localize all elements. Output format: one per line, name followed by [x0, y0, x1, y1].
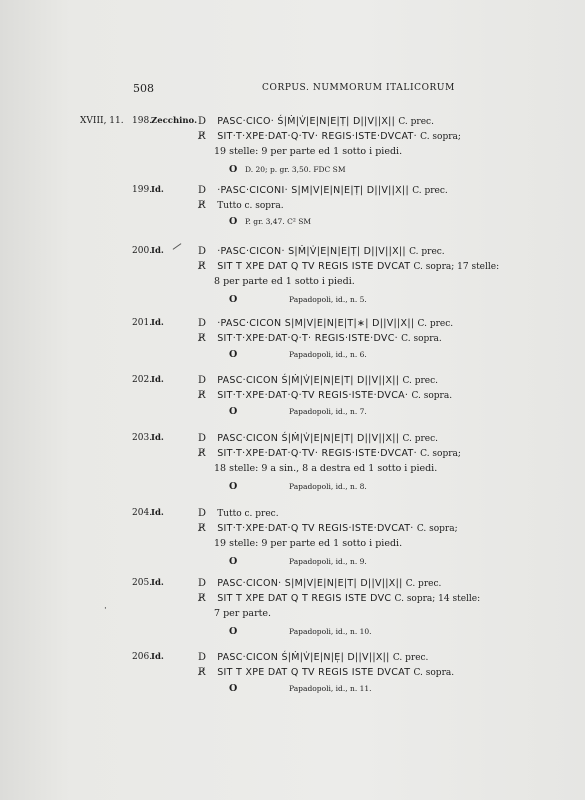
- obverse-note: C. prec.: [412, 186, 448, 196]
- obverse-legend: PASC·CICO· Ś|Ṁ|V̇|E|N|E|Ṭ| D||V||X||: [217, 116, 396, 127]
- reverse-siglum: R̸: [198, 390, 206, 401]
- running-title: CORPUS. NUMMORUM ITALICORUM: [262, 83, 455, 93]
- obverse-legend: PASC·CICON Ś|Ṁ|V̇|E|N|E|T| D||V||X||: [217, 433, 400, 444]
- obverse-legend: PASC·CICON· S|M|V|E|N|E|T| D||V||X||: [217, 578, 403, 589]
- bibliographic-reference: Papadopoli, id., n. 9.: [289, 557, 367, 566]
- obverse-line: [198, 318, 453, 329]
- reverse-line: [198, 667, 454, 678]
- reverse-siglum: R̸: [198, 333, 206, 344]
- bibliographic-reference: Papadopoli, id., n. 8.: [289, 482, 367, 491]
- denomination: Id.: [151, 578, 164, 588]
- reverse-siglum: R̸: [198, 523, 206, 534]
- rarity-mark: O: [229, 294, 238, 305]
- page-number: 508: [133, 82, 154, 95]
- denomination: Id.: [151, 375, 164, 385]
- obverse-siglum: D: [198, 375, 207, 386]
- entry-number: 203.: [132, 433, 153, 443]
- page-header: [0, 82, 585, 98]
- reverse-siglum: R̸: [198, 667, 206, 678]
- pencil-tick: [173, 243, 182, 250]
- denomination: Id.: [151, 652, 164, 662]
- obverse-legend: ·PASC·CICONI· S|M|V|E|N|E|Ṭ| D||V||X||: [217, 185, 409, 196]
- description-continuation: 19 stelle: 9 per parte ed 1 sotto i piedi.: [214, 538, 403, 549]
- reverse-legend: SIT·T·XPE·DAT·Q·TV REGIS·ISTE·DVCA·: [217, 390, 409, 401]
- description-continuation: 8 per parte ed 1 sotto i piedi.: [214, 276, 355, 287]
- reverse-siglum: R̸: [198, 593, 206, 604]
- obverse-line: [198, 246, 445, 257]
- obverse-siglum: D: [198, 185, 207, 196]
- bibliographic-reference: Papadopoli, id., n. 11.: [289, 684, 372, 693]
- reverse-legend: SIT T XPE DAT Q T REGIS ISTE DVC: [217, 593, 392, 604]
- rarity-mark: O: [229, 164, 238, 175]
- reverse-note: C. sopra.: [413, 668, 455, 678]
- bibliographic-reference: Papadopoli, id., n. 7.: [289, 407, 367, 416]
- bibliographic-reference: Papadopoli, id., n. 10.: [289, 627, 372, 636]
- denomination: Id.: [151, 318, 164, 328]
- reverse-note: C. sopra;: [416, 524, 458, 534]
- denomination: Id.: [151, 246, 164, 256]
- obverse-line: [198, 578, 441, 589]
- entry-number: 198.: [132, 116, 153, 126]
- reverse-note: C. sopra; 17 stelle:: [413, 262, 500, 272]
- obverse-note: C. prec.: [405, 579, 442, 589]
- reverse-legend: SIT T XPE DAT Q TV REGIS ISTE DVCAT: [217, 667, 411, 678]
- rarity-mark: O: [229, 406, 238, 417]
- obverse-legend: PASC·CICON Ś|Ṁ|V̇|E|N|E|T| D||V||X||: [217, 375, 400, 386]
- reverse-note: C. sopra; 14 stelle:: [394, 594, 481, 604]
- obverse-legend: PASC·CICON Ś|Ṁ|V̇|E|N|E̩| D||V||X||: [217, 652, 390, 663]
- reverse-line: [198, 200, 284, 211]
- denomination: Id.: [151, 185, 164, 195]
- obverse-note: C. prec.: [409, 247, 445, 257]
- description-continuation: 7 per parte.: [214, 608, 272, 619]
- obverse-siglum: D: [198, 508, 207, 519]
- obverse-line: [198, 652, 428, 663]
- obverse-note: C. prec.: [402, 434, 439, 444]
- obverse-legend: ·PASC·CICON· S|Ṁ|V̇|E|N|E|Ṭ| D||V||X||: [217, 246, 406, 257]
- rarity-mark: O: [229, 481, 238, 492]
- reverse-line: [198, 523, 458, 534]
- entry-number: 200.: [132, 246, 153, 256]
- description-continuation: 19 stelle: 9 per parte ed 1 sotto i piedi.: [214, 146, 403, 157]
- reverse-legend: SIT·T·XPE·DAT·Q·TV· REGIS·ISTE·DVCAT·: [217, 448, 417, 459]
- reverse-line: [198, 261, 499, 272]
- obverse-legend: ·PASC·CICON S|M|V|E|N|E|T|∗| D||V||X||: [217, 318, 415, 329]
- obverse-line: [198, 116, 434, 127]
- reverse-note: Tutto c. sopra.: [217, 201, 284, 211]
- obverse-note: C. prec.: [417, 319, 454, 329]
- bibliographic-reference: P. gr. 3,47. C² SM: [245, 217, 312, 226]
- reverse-legend: SIT T XPE DAT Q TV REGIS ISTE DVCAT: [217, 261, 411, 272]
- rarity-mark: O: [229, 216, 238, 227]
- entry-number: 206.: [132, 652, 153, 662]
- reverse-note: C. sopra;: [420, 132, 461, 142]
- obverse-siglum: D: [198, 652, 207, 663]
- reverse-note: C. sopra.: [401, 334, 442, 344]
- obverse-siglum: D: [198, 578, 207, 589]
- reverse-note: C. sopra;: [420, 449, 461, 459]
- reverse-legend: SIT·T·XPE·DAT·Q·T· REGIS·ISTE·DVC·: [217, 333, 398, 344]
- obverse-siglum: D: [198, 318, 207, 329]
- entry-number: 201.: [132, 318, 153, 328]
- reverse-siglum: R̸: [198, 448, 206, 459]
- reverse-siglum: R̸: [198, 131, 206, 142]
- reverse-line: [198, 390, 452, 401]
- obverse-siglum: D: [198, 433, 207, 444]
- denomination: Zecchino.: [151, 116, 198, 126]
- reverse-legend: SIT·T·XPE·DAT·Q·TV· REGIS·ISTE·DVCAT·: [217, 131, 417, 142]
- entry-number: 204.: [132, 508, 153, 518]
- entry-number: 205.: [132, 578, 153, 588]
- entry-number: 199.: [132, 185, 153, 195]
- rarity-mark: O: [229, 349, 238, 360]
- obverse-line: [198, 185, 448, 196]
- obverse-line: [198, 433, 438, 444]
- reverse-line: [198, 593, 480, 604]
- bibliographic-reference: D. 20; p. gr. 3,50. FDC SM: [245, 165, 346, 174]
- bibliographic-reference: Papadopoli, id., n. 5.: [289, 295, 367, 304]
- reverse-siglum: R̸: [198, 200, 206, 211]
- reverse-line: [198, 448, 461, 459]
- obverse-siglum: D: [198, 246, 207, 257]
- obverse-note: C. prec.: [392, 653, 429, 663]
- bibliographic-reference: Papadopoli, id., n. 6.: [289, 350, 367, 359]
- obverse-note: C. prec.: [402, 376, 439, 386]
- denomination: Id.: [151, 433, 164, 443]
- reverse-legend: SIT·T·XPE·DAT·Q TV REGIS·ISTE·DVCAT·: [217, 523, 414, 534]
- obverse-note: C. prec.: [398, 117, 434, 127]
- plate-reference: XVIII, 11.: [80, 116, 124, 126]
- rarity-mark: O: [229, 626, 238, 637]
- obverse-note: Tutto c. prec.: [217, 509, 279, 519]
- obverse-siglum: D: [198, 116, 207, 127]
- denomination: Id.: [151, 508, 164, 518]
- obverse-line: [198, 375, 438, 386]
- reverse-line: [198, 333, 442, 344]
- description-continuation: 18 stelle: 9 a sin., 8 a destra ed 1 sotto i piedi.: [214, 463, 438, 474]
- rarity-mark: O: [229, 556, 238, 567]
- rarity-mark: O: [229, 683, 238, 694]
- reverse-line: [198, 131, 461, 142]
- reverse-siglum: R̸: [198, 261, 206, 272]
- obverse-line: [198, 508, 279, 519]
- entry-number: 202.: [132, 375, 153, 385]
- margin-dot: ·: [104, 604, 107, 614]
- reverse-note: C. sopra.: [411, 391, 453, 401]
